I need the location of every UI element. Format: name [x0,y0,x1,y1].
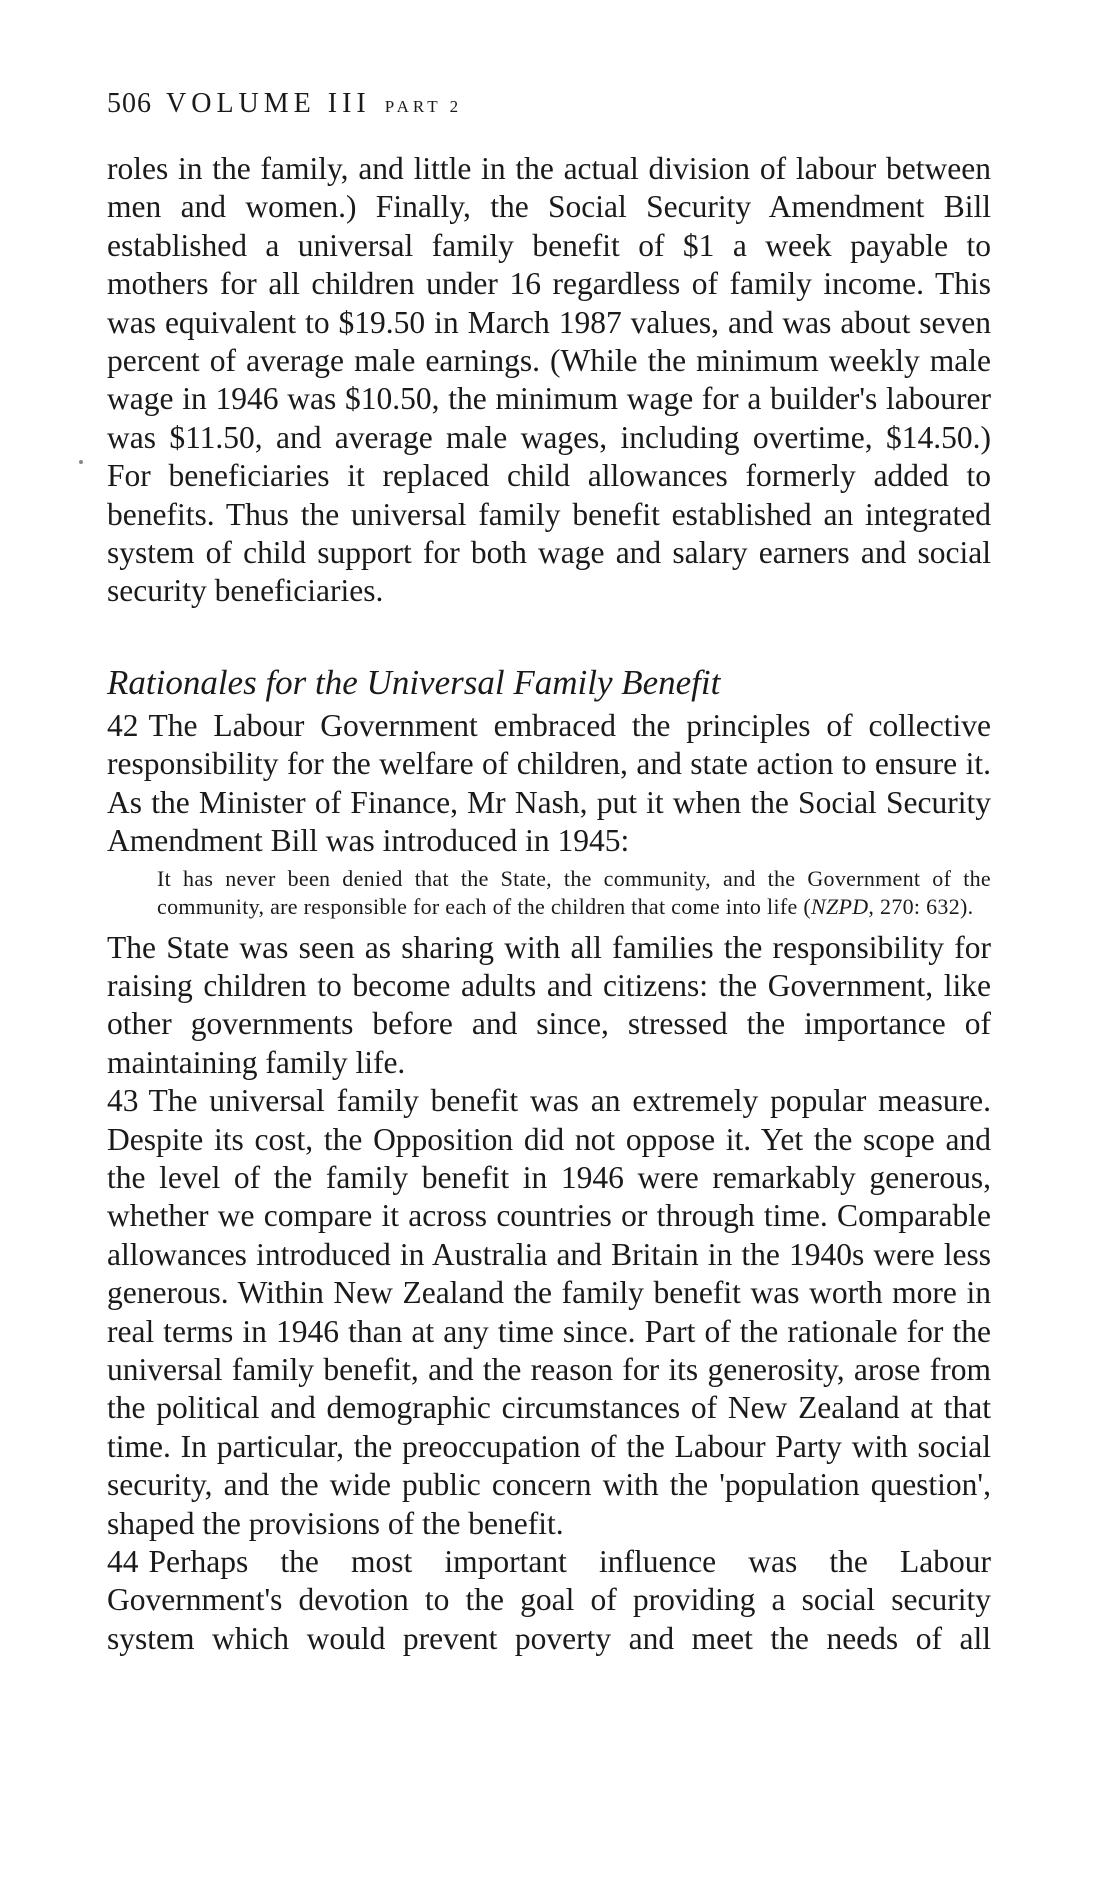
paragraph-44 [107,1543,991,1658]
block-quote [157,865,991,921]
volume-label: VOLUME III [166,88,371,119]
quote-text: It has never been denied that the State, the community, and the Government of the community, are responsible for each of the children that come into life ( [157,865,991,919]
paragraph-number: 44 [107,1544,139,1579]
margin-mark [79,460,83,464]
paragraph-text: The Labour Government embraced the principles of collective responsibility for the welfare of children, and state action to ensure it. As the Minister of Finance, Mr Nash, put it when the Social Security Amendment Bill was introduced in 1945: [107,707,991,859]
section-heading: Rationales for the Universal Family Benefit [107,662,721,702]
paragraph-text: Perhaps the most important influence was the Labour Government's devotion to the goal of providing a social security system which would prevent poverty and meet the needs of all [107,1544,991,1656]
page-number: 506 [107,88,152,119]
running-head [107,84,991,124]
paragraph-intro: roles in the family, and little in the actual division of labour between men and women.) Finally, the Social Security Amendment Bill established a universal family benefit of $1 a week payable to mothers for all children under 16 regardless of family income. This was equivalent to $19.50 in March 1987 values, and was about seven percent of average male earnings. (While the minimum weekly male wage in 1946 was $10.50, the minimum wage for a builder's labourer was $11.50, and average male wages, including overtime, $14.50.) For beneficiaries it replaced child allowances formerly added to benefits. Thus the universal family benefit established an integrated system of child support for both wage and salary earners and social security beneficiaries. [107,151,991,609]
paragraph-number: 42 [107,707,139,743]
part-label: PART 2 [384,97,463,116]
paragraph-42-continued: The State was seen as sharing with all families the responsibility for raising children to become adults and citizens: the Government, like other governments before and since, stressed the importance of maintaining family life. [107,929,991,1080]
paragraph-43 [107,1082,991,1543]
quote-end: , 270: 632). [868,893,974,919]
paragraph-text: The universal family benefit was an extremely popular measure. Despite its cost, the Opposition did not oppose it. Yet the scope and the level of the family benefit in 1946 were remarkably generous, whether we compare it across countries or through time. Comparable allowances introduced in Australia and Britain in the 1940s were less generous. Within New Zealand the family benefit was worth more in real terms in 1946 than at any time since. Part of the rationale for the universal family benefit, and the reason for its generosity, arose from the political and demographic circumstances of New Zealand at that time. In particular, the preoccupation of the Labour Party with social security, and the wide public concern with the 'population question', shaped the provisions of the benefit. [107,1083,991,1541]
quote-citation: NZPD [810,893,869,919]
page [107,84,991,1658]
paragraph-number: 43 [107,1083,139,1119]
paragraph-42 [107,707,991,861]
